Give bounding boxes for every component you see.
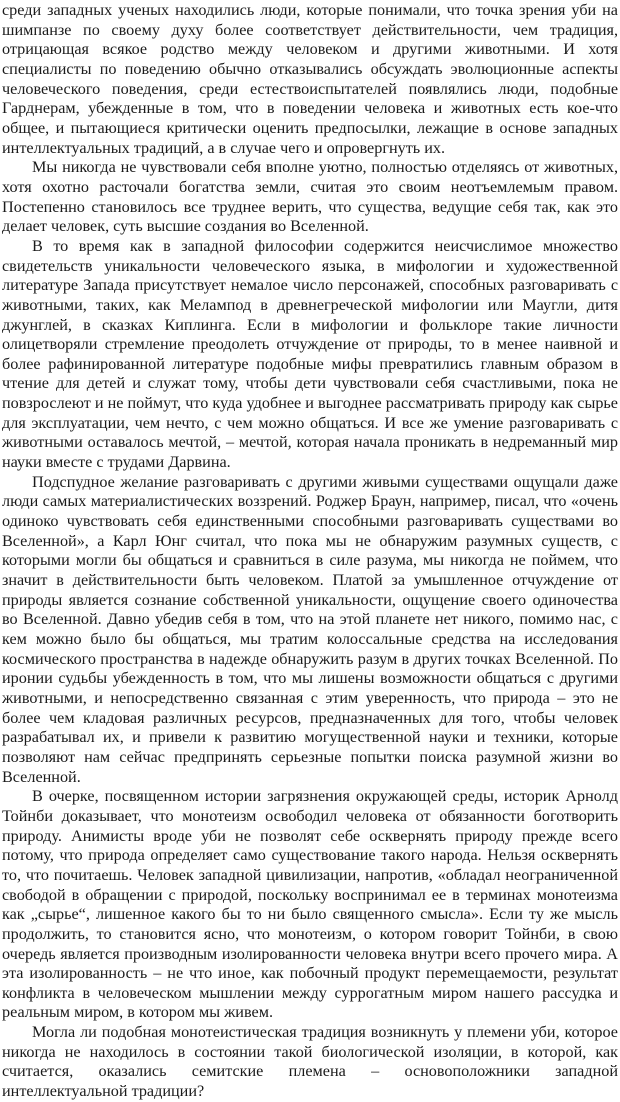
paragraph-3: В то время как в западной философии содержится неисчислимое множество свидетельств уникальности человеческого языка, в мифологии и художественной литературе Запада присутствует немалое число персонажей, способных разговаривать с животными, таких, как Мелампод в древнегреческой мифологии или Маугли, дитя джунглей, в сказках Киплинга. Если в мифологии и фольклоре такие личности олицетворяли стремление преодолеть отчуждение от природы, то в менее наивной и более рафинированной литературе подобные мифы превратились главным образом в чтение для детей и служат тому, чтобы дети чувствовали себя счастливыми, пока не повзрослеют и не поймут, что куда удобнее и выгоднее рассматривать природу как сырье для эксплуатации, чем нечто, с чем можно общаться. И все же умение разговаривать с животными оставалось мечтой, – мечтой, которая начала проникать в недреманный мир науки вместе с трудами Дарвина.: [2, 236, 618, 472]
paragraph-2: Мы никогда не чувствовали себя вполне уютно, полностью отделяясь от животных, хотя охотно расточали богатства земли, считая это своим неотъемлемым правом. Постепенно становилось все труднее верить, что существа, ведущие себя так, как это делает человек, суть высшие создания во Вселенной.: [2, 158, 618, 236]
paragraph-1: среди западных ученых находились люди, которые понимали, что точка зрения уби на шимпанзе по своему духу более соответствует действительности, чем традиция, отрицающая всякое родство между человеком и другими животными. И хотя специалисты по поведению обычно отказывались обсуждать эволюционные аспекты человеческого поведения, среди естествоиспытателей появлялись люди, подобные Гарднерам, убежденные в том, что в поведении человека и животных есть кое-что общее, и пытающиеся критически оценить предпосылки, лежащие в основе западных интеллектуальных традиций, а в случае чего и опровергнуть их.: [2, 1, 618, 157]
paragraph-4: Подспудное желание разговаривать с другими живыми существами ощущали даже люди самых материалистических воззрений. Роджер Браун, например, писал, что «очень одиноко чувствовать себя единственными способными разговаривать существами во Вселенной», а Карл Юнг считал, что пока мы не обнаружим разумных существ, с которыми могли бы общаться и сравниться в силе разума, мы никогда не поймем, что значит в действительности быть человеком. Платой за умышленное отчуждение от природы является сознание собственной уникальности, ощущение своего одиночества во Вселенной. Давно убедив себя в том, что на этой планете нет никого, помимо нас, с кем можно было бы общаться, мы тратим колоссальные средства на исследования космического пространства в надежде обнаружить разум в других точках Вселенной. По иронии судьбы убежденность в том, что мы лишены возможности общаться с другими животными, и непосредственно связанная с этим уверенность, что природа – это не более чем кладовая различных ресурсов, предназначенных для того, чтобы человек разрабатывал их, и привели к развитию могущественной науки и техники, которые позволяют нам сейчас предпринять серьезные попытки поиска разумной жизни во Вселенной.: [2, 472, 618, 786]
paragraph-5: В очерке, посвященном истории загрязнения окружающей среды, историк Арнолд Тойнби доказывает, что монотеизм освободил человека от обязанности боготворить природу. Анимисты вроде уби не позволят себе осквернять природу прежде всего потому, что природа определяет само существование такого народа. Нельзя осквернять то, что почитаешь. Человек западной цивилизации, напротив, «обладал неограниченной свободой в обращении с природой, поскольку воспринимал ее в терминах монотеизма как „сырье“, лишенное какого бы то ни было священного смысла». Если ту же мысль продолжить, то становится ясно, что монотеизм, о котором говорит Тойнби, в свою очередь является производным изолированности человека внутри всего прочего мира. А эта изолированность – не что иное, как побочный продукт перемещаемости, результат конфликта в человеческом мышлении между суррогатным миром нашего рассудка и реальным миром, в котором мы живем.: [2, 787, 618, 1022]
paragraph-6: Могла ли подобная монотеистическая традиция возникнуть у племени уби, которое никогда не находилось в состоянии такой биологической изоляции, в которой, как считается, оказались семитские племена – основоположники западной интеллектуальной традиции?: [2, 1023, 618, 1101]
